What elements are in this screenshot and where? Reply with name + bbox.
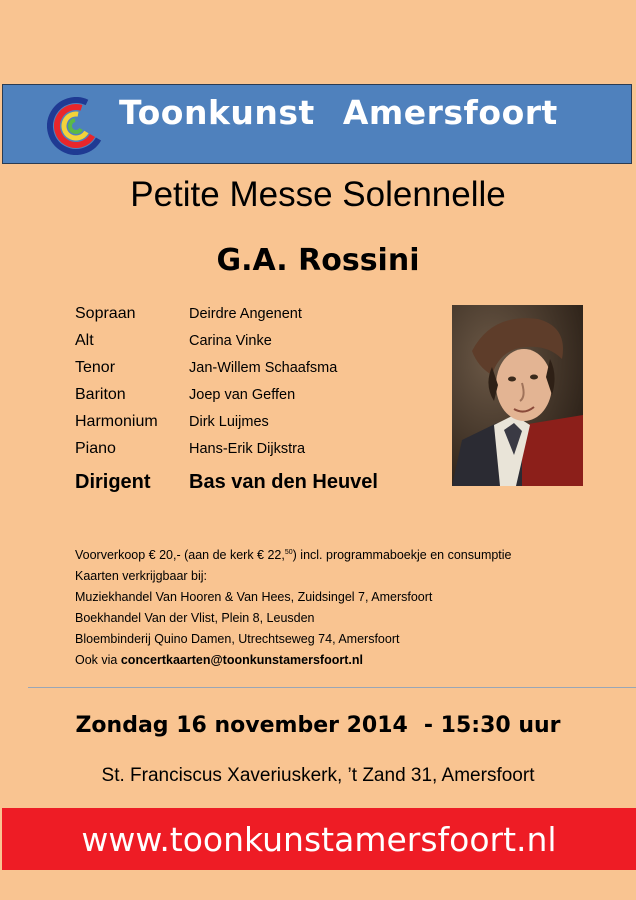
performer-role: Piano	[75, 440, 116, 457]
org-word-amersfoort: Amersfoort	[342, 93, 558, 132]
performer-role: Tenor	[75, 359, 116, 376]
performer-role: Harmonium	[75, 413, 158, 430]
performer-role: Alt	[75, 332, 94, 349]
ticket-info	[75, 542, 512, 671]
performer-role: Bariton	[75, 386, 126, 403]
ticket-email-link[interactable]: concertkaarten@toonkunstamersfoort.nl	[120, 653, 363, 668]
performer-name: Hans-Erik Dijkstra	[189, 441, 306, 457]
divider	[28, 687, 636, 688]
performer-name: Jan-Willem Schaafsma	[189, 360, 338, 376]
composer-name: G.A. Rossini	[216, 243, 420, 278]
footer-banner	[2, 808, 636, 870]
website-link[interactable]: www.toonkunstamersfoort.nl	[81, 820, 557, 859]
event-datetime	[0, 713, 636, 738]
organization-name	[119, 93, 558, 132]
event-time: - 15:30 uur	[423, 713, 561, 738]
org-word-toonkunst: Toonkunst	[119, 93, 315, 132]
event-venue: St. Franciscus Xaveriuskerk, ’t Zand 31, Amersfoort	[101, 765, 535, 786]
online-prefix: Ook via	[75, 653, 121, 668]
conductor-name: Bas van den Heuvel	[189, 471, 378, 493]
conductor-role: Dirigent	[75, 471, 151, 493]
work-title: Petite Messe Solennelle	[130, 175, 506, 214]
performer-name: Deirdre Angenent	[189, 306, 302, 322]
event-date: Zondag 16 november 2014	[75, 713, 408, 738]
available-at: Kaarten verkrijgbaar bij:	[75, 569, 208, 584]
performer-name: Joep van Geffen	[189, 387, 296, 403]
ticket-outlet: Muziekhandel Van Hooren & Van Hees, Zuidsingel 7, Amersfoort	[75, 590, 433, 605]
price-line	[75, 542, 512, 566]
price-superscript: 50	[284, 549, 293, 556]
performer-role: Sopraan	[75, 305, 136, 322]
performer-name: Dirk Luijmes	[189, 414, 269, 430]
price-suffix: ) incl. programmaboekje en consumptie	[292, 548, 512, 563]
performer-name: Carina Vinke	[189, 333, 272, 349]
online-line	[75, 650, 512, 671]
header-banner	[2, 84, 632, 164]
ticket-outlet: Boekhandel Van der Vlist, Plein 8, Leusden	[75, 611, 315, 626]
ticket-outlet: Bloembinderij Quino Damen, Utrechtseweg 74, Amersfoort	[75, 632, 400, 647]
price-prefix: Voorverkoop € 20,- (aan de kerk € 22,	[75, 548, 285, 563]
composer-portrait	[452, 305, 583, 486]
toonkunst-c-logo-icon	[47, 97, 105, 155]
